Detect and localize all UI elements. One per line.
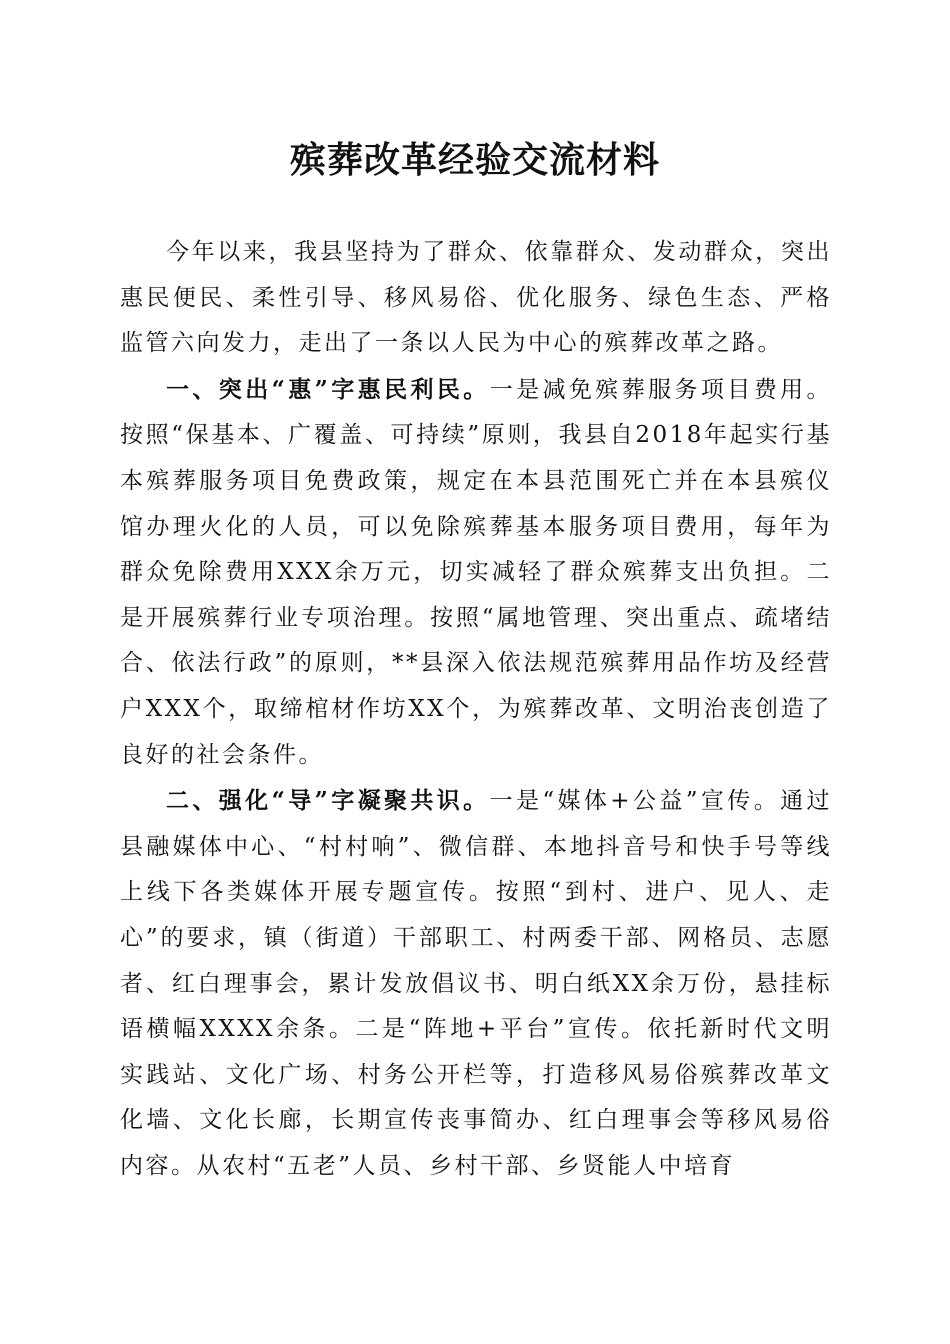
section-1-heading: 一、突出“惠”字惠民利民。 bbox=[166, 375, 490, 403]
section-2-heading: 二、强化“导”字凝聚共识。 bbox=[166, 787, 490, 815]
paragraph-section-2 bbox=[120, 778, 832, 1189]
paragraph-intro-text: 今年以来，我县坚持为了群众、依靠群众、发动群众，突出惠民便民、柔性引导、移风易俗、优化服务、绿色生态、严格监管六向发力，走出了一条以人民为中心的殡葬改革之路。 bbox=[120, 239, 832, 357]
section-1-text: 一是减免殡葬服务项目费用。按照“保基本、广覆盖、可持续”原则，我县自2018年起实行基本殡葬服务项目免费政策，规定在本县范围死亡并在本县殡仪馆办理火化的人员，可以免除殡葬基本服务项目费用，每年为群众免除费用XXX余万元，切实减轻了群众殡葬支出负担。二是开展殡葬行业专项治理。按照“属地管理、突出重点、疏堵结合、依法行政”的原则，**县深入依法规范殡葬用品作坊及经营户XXX个，取缔棺材作坊XX个，为殡葬改革、文明治丧创造了良好的社会条件。 bbox=[120, 376, 833, 768]
section-2-text: 一是“媒体+公益”宣传。通过县融媒体中心、“村村响”、微信群、本地抖音号和快手号等线上线下各类媒体开展专题宣传。按照“到村、进户、见人、走心”的要求，镇（街道）干部职工、村两委干部、网格员、志愿者、红白理事会，累计发放倡议书、明白纸XX余万份，悬挂标语横幅XXXX余条。二是“阵地+平台”宣传。依托新时代文明实践站、文化广场、村务公开栏等，打造移风易俗殡葬改革文化墙、文化长廊，长期宣传丧事简办、红白理事会等移风易俗内容。从农村“五老”人员、乡村干部、乡贤能人中培育 bbox=[120, 788, 832, 1179]
document-body bbox=[120, 230, 832, 1189]
paragraph-intro bbox=[120, 230, 832, 367]
paragraph-section-1 bbox=[120, 367, 832, 778]
document-title: 殡葬改革经验交流材料 bbox=[289, 139, 660, 181]
